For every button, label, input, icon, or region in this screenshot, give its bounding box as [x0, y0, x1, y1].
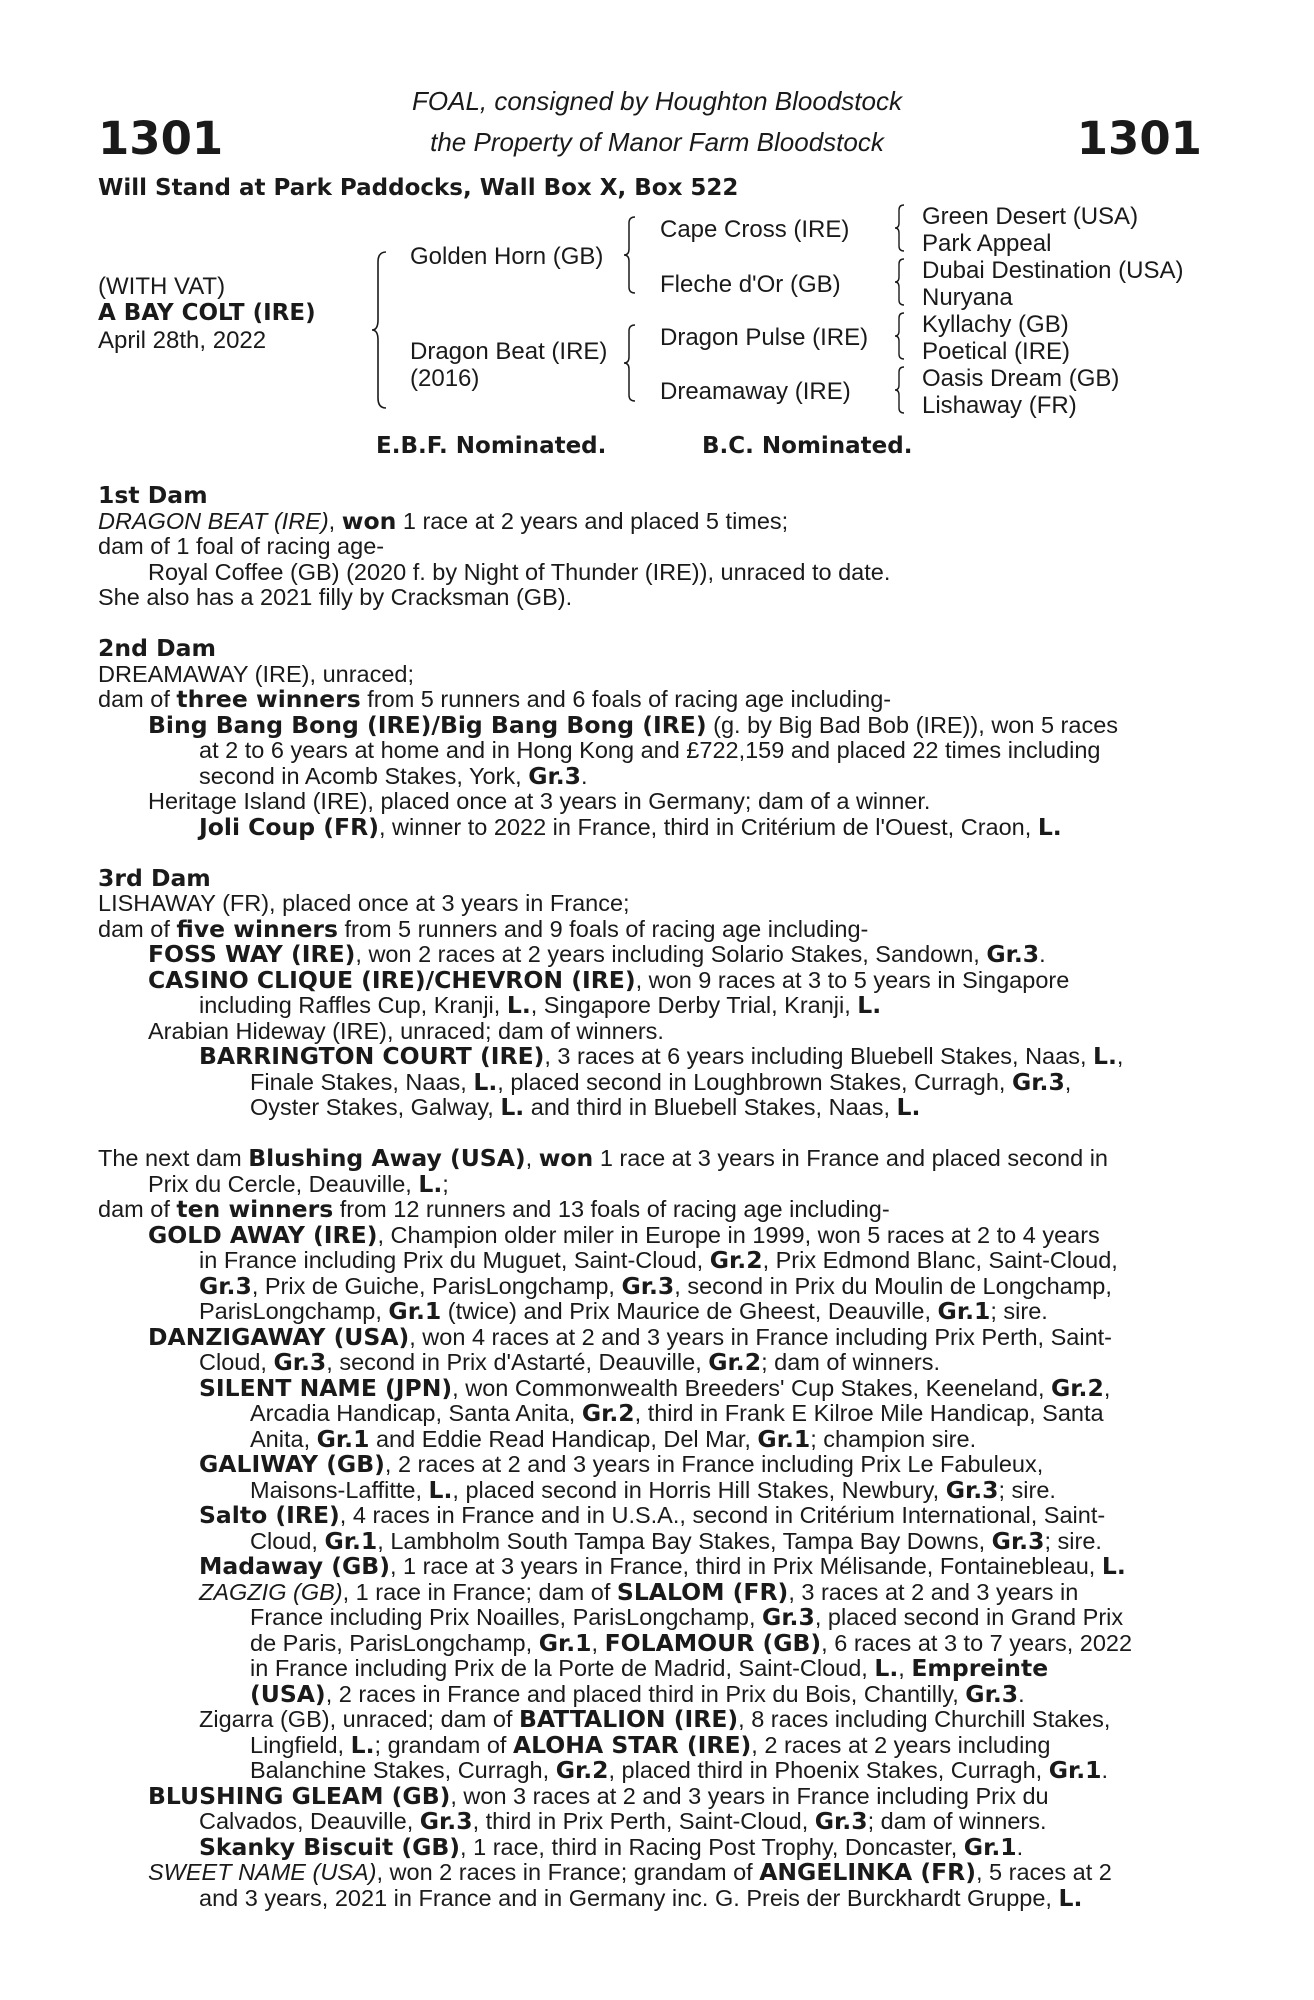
lot-number-right: 1301: [1076, 112, 1202, 165]
consignment-line-1: FOAL, consigned by Houghton Bloodstock: [412, 86, 902, 116]
body-line: Cloud, Gr.1, Lambholm South Tampa Bay Stakes, Tampa Bay Downs, Gr.3; sire.: [250, 1526, 1102, 1555]
body-line: France including Prix Noailles, ParisLongchamp, Gr.3, placed second in Grand Prix: [250, 1603, 1124, 1631]
body-line: including Raffles Cup, Kranji, L., Singapore Derby Trial, Kranji, L.: [199, 991, 882, 1019]
body-line: DREAMAWAY (IRE), unraced;: [98, 660, 415, 687]
body-line: and 3 years, 2021 in France and in Germany inc. G. Preis der Burckhardt Gruppe, L.: [199, 1883, 1083, 1912]
body-line: in France including Prix de la Porte de Madrid, Saint-Cloud, L., Empreinte: [250, 1654, 1049, 1682]
body-line: Arcadia Handicap, Santa Anita, Gr.2, third in Frank E Kilroe Mile Handicap, Santa: [250, 1399, 1104, 1427]
body-line: Salto (IRE), 4 races in France and in U.S.A., second in Critérium International, Saint-: [199, 1501, 1106, 1529]
body-line: Heritage Island (IRE), placed once at 3 years in Germany; dam of a winner.: [148, 788, 931, 814]
pedigree-dd-sire: Oasis Dream (GB): [922, 365, 1120, 392]
body-line: dam of ten winners from 12 runners and 13 foals of racing age including-: [98, 1195, 890, 1223]
body-line: ZAGZIG (GB), 1 race in France; dam of SLALOM (FR), 3 races at 2 and 3 years in: [199, 1577, 1079, 1606]
body-line: de Paris, ParisLongchamp, Gr.1, FOLAMOUR (GB), 6 races at 3 to 7 years, 2022: [250, 1628, 1133, 1657]
pedigree-brace-dd: [893, 365, 907, 415]
vat-note: (WITH VAT): [98, 273, 226, 300]
pedigree-brace-sire: [622, 215, 638, 295]
body-line: Skanky Biscuit (GB), 1 race, third in Racing Post Trophy, Doncaster, Gr.1.: [199, 1832, 1024, 1861]
pedigree-brace-sd: [893, 257, 907, 307]
body-line: Prix du Cercle, Deauville, L.;: [148, 1169, 449, 1198]
body-line: Lingfield, L.; grandam of ALOHA STAR (IRE), 2 races at 2 years including: [250, 1730, 1051, 1759]
pedigree-sire-dam: Fleche d'Or (GB): [660, 271, 841, 298]
pedigree-dam: Dragon Beat (IRE): [410, 338, 608, 365]
third-dam-heading: 3rd Dam: [98, 863, 211, 892]
body-line: Gr.3, Prix de Guiche, ParisLongchamp, Gr.3, second in Prix du Moulin de Longchamp,: [199, 1271, 1112, 1300]
body-line: FOSS WAY (IRE), won 2 races at 2 years including Solario Stakes, Sandown, Gr.3.: [148, 940, 1046, 968]
first-dam-section: [98, 483, 1208, 611]
ebf-nomination: E.B.F. Nominated.: [376, 433, 607, 459]
pedigree-brace-ds: [893, 311, 907, 361]
body-line: Madaway (GB), 1 race at 3 years in France, third in Prix Mélisande, Fontainebleau, L.: [199, 1552, 1126, 1580]
body-line: DANZIGAWAY (USA), won 4 races at 2 and 3 years in France including Prix Perth, Saint-: [148, 1322, 1112, 1351]
body-line: ParisLongchamp, Gr.1 (twice) and Prix Maurice de Gheest, Deauville, Gr.1; sire.: [199, 1297, 1048, 1325]
body-line: LISHAWAY (FR), placed once at 3 years in France;: [98, 890, 630, 916]
body-line: Oyster Stakes, Galway, L. and third in Bluebell Stakes, Naas, L.: [250, 1093, 921, 1121]
body-line: The next dam Blushing Away (USA), won 1 race at 3 years in France and placed second in: [98, 1144, 1108, 1172]
stabling-info: Will Stand at Park Paddocks, Wall Box X, Box 522: [98, 175, 739, 201]
consignment-line-2: the Property of Manor Farm Bloodstock: [430, 127, 884, 157]
body-line: Royal Coffee (GB) (2020 f. by Night of Thunder (IRE)), unraced to date.: [148, 558, 891, 585]
body-line: GOLD AWAY (IRE), Champion older miler in Europe in 1999, won 5 races at 2 to 4 years: [148, 1220, 1100, 1249]
pedigree-sire-sire: Cape Cross (IRE): [660, 216, 850, 243]
pedigree-ss-sire: Green Desert (USA): [922, 203, 1139, 230]
body-line: in France including Prix du Muguet, Saint-Cloud, Gr.2, Prix Edmond Blanc, Saint-Cloud,: [199, 1246, 1118, 1274]
next-dam-section: [98, 1146, 1208, 1911]
body-line: DRAGON BEAT (IRE), won 1 race at 2 years and placed 5 times;: [98, 506, 789, 535]
body-line: Maisons-Laffitte, L., placed second in Horris Hill Stakes, Newbury, Gr.3; sire.: [250, 1475, 1056, 1504]
body-line: Joli Coup (FR), winner to 2022 in France, third in Critérium de l'Ouest, Craon, L.: [199, 812, 1062, 841]
foaling-date: April 28th, 2022: [98, 327, 267, 354]
body-line: Balanchine Stakes, Curragh, Gr.2, placed third in Phoenix Stakes, Curragh, Gr.1.: [250, 1756, 1109, 1784]
pedigree-sd-sire: Dubai Destination (USA): [922, 257, 1184, 284]
body-line: Zigarra (GB), unraced; dam of BATTALION (IRE), 8 races including Churchill Stakes,: [199, 1705, 1111, 1733]
body-line: SWEET NAME (USA), won 2 races in France; grandam of ANGELINKA (FR), 5 races at 2: [148, 1858, 1112, 1886]
pedigree-dam-dam: Dreamaway (IRE): [660, 378, 851, 405]
pedigree-sire: Golden Horn (GB): [410, 243, 604, 270]
pedigree-ds-dam: Poetical (IRE): [922, 338, 1071, 365]
body-line: second in Acomb Stakes, York, Gr.3.: [199, 761, 588, 790]
pedigree-ds-sire: Kyllachy (GB): [922, 311, 1069, 338]
body-line: Bing Bang Bong (IRE)/Big Bang Bong (IRE) (g. by Big Bad Bob (IRE)), won 5 races: [148, 710, 1119, 739]
body-line: BARRINGTON COURT (IRE), 3 races at 6 years including Bluebell Stakes, Naas, L.,: [199, 1042, 1124, 1070]
body-line: CASINO CLIQUE (IRE)/CHEVRON (IRE), won 9 races at 3 to 5 years in Singapore: [148, 965, 1070, 994]
body-line: Arabian Hideway (IRE), unraced; dam of winners.: [148, 1017, 664, 1044]
pedigree-brace-main: [370, 250, 390, 410]
first-dam-heading: 1st Dam: [98, 481, 208, 509]
second-dam-heading: 2nd Dam: [98, 634, 216, 662]
third-dam-section: [98, 863, 1208, 1121]
second-dam-section: [98, 636, 1208, 840]
pedigree-dd-dam: Lishaway (FR): [922, 392, 1077, 419]
lot-number-left: 1301: [98, 112, 224, 165]
pedigree-dam-year: (2016): [410, 365, 480, 392]
body-line: Anita, Gr.1 and Eddie Read Handicap, Del Mar, Gr.1; champion sire.: [250, 1424, 977, 1453]
pedigree-ss-dam: Park Appeal: [922, 230, 1052, 257]
body-line: at 2 to 6 years at home and in Hong Kong and £722,159 and placed 22 times including: [199, 737, 1101, 763]
body-line: She also has a 2021 filly by Cracksman (GB).: [98, 584, 573, 610]
pedigree-sd-dam: Nuryana: [922, 284, 1013, 311]
bc-nomination: B.C. Nominated.: [702, 433, 913, 459]
body-line: Calvados, Deauville, Gr.3, third in Prix Perth, Saint-Cloud, Gr.3; dam of winners.: [199, 1807, 1047, 1835]
body-line: BLUSHING GLEAM (GB), won 3 races at 2 and 3 years in France including Prix du: [148, 1781, 1049, 1810]
pedigree-brace-dam: [622, 323, 638, 403]
body-line: GALIWAY (GB), 2 races at 2 and 3 years in France including Prix Le Fabuleux,: [199, 1450, 1044, 1478]
body-line: SILENT NAME (JPN), won Commonwealth Breeders' Cup Stakes, Keeneland, Gr.2,: [199, 1373, 1111, 1402]
pedigree-brace-ss: [893, 203, 907, 253]
catalogue-body: [98, 483, 1208, 1937]
lot-title: A BAY COLT (IRE): [98, 300, 316, 326]
body-line: (USA), 2 races in France and placed third in Prix du Bois, Chantilly, Gr.3.: [250, 1679, 1025, 1708]
body-line: Finale Stakes, Naas, L., placed second in Loughbrown Stakes, Curragh, Gr.3,: [250, 1067, 1072, 1096]
body-line: dam of five winners from 5 runners and 9 foals of racing age including-: [98, 914, 869, 943]
body-line: dam of three winners from 5 runners and 6 foals of racing age including-: [98, 685, 892, 713]
body-line: dam of 1 foal of racing age-: [98, 533, 385, 559]
body-line: Cloud, Gr.3, second in Prix d'Astarté, Deauville, Gr.2; dam of winners.: [199, 1348, 940, 1376]
pedigree-dam-sire: Dragon Pulse (IRE): [660, 324, 869, 351]
